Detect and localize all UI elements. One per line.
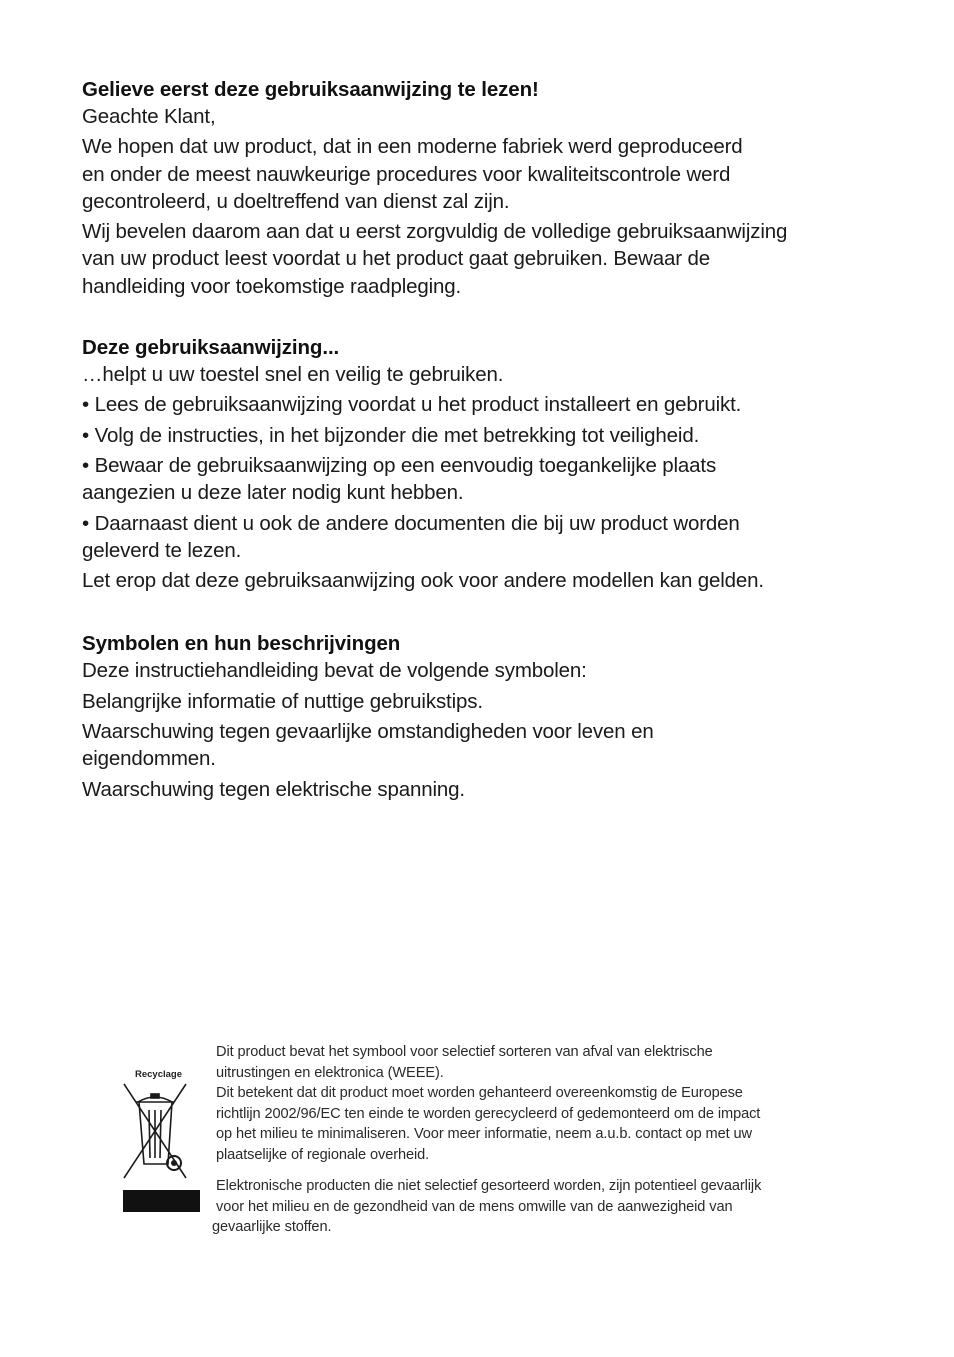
manual-note: Let erop dat deze gebruiksaanwijzing ook voor andere modellen kan gelden. [82, 569, 764, 593]
greeting: Geachte Klant, [82, 105, 216, 128]
bullet-item: • Bewaar de gebruiksaanwijzing op een eenvoudig toegankelijke plaats aangezien u deze later nodig kunt hebben. [82, 453, 717, 505]
symbols-heading: Symbolen en hun beschrijvingen [82, 632, 401, 656]
intro-paragraph-2: Wij bevelen daarom aan dat u eerst zorgvuldig de volledige gebruiksaanwijzing van uw product leest voordat u het product gaat gebruiken. Bewaar de handleiding voor toekomstige raadpleging. [82, 220, 788, 298]
crossed-out-bin-icon [122, 1080, 188, 1182]
symbol-item-info: Belangrijke informatie of nuttige gebruikstips. [82, 689, 483, 713]
weee-paragraph-3: Elektronische producten die niet selectief gesorteerd worden, zijn potentieel gevaarlijk voor het milieu en de gezondheid van de mens omwille van de aanwezigheid van gevaarlijke stoffen. [212, 1178, 762, 1235]
symbols-section [82, 630, 872, 802]
weee-paragraph-2: Dit betekent dat dit product moet worden gehanteerd overeenkomstig de Europese richtlijn 2002/96/EC ten einde te worden gerecycleerd of gedemonteerd om de impact op het milieu te minimaliseren. Voor meer informatie, neem a.u.b. contact op met uw plaatselijke of regionale overheid. [216, 1085, 761, 1163]
weee-paragraph-1: Dit product bevat het symbool voor selectief sorteren van afval van elektrische uitrustingen en elektronica (WEEE). [216, 1044, 713, 1081]
manual-section [82, 334, 872, 594]
symbols-lead: Deze instructiehandleiding bevat de volgende symbolen: [82, 659, 587, 683]
bullet-item: • Daarnaast dient u ook de andere documenten die bij uw product worden geleverd te lezen. [82, 511, 740, 562]
manual-lead: …helpt u uw toestel snel en veilig te gebruiken. [82, 363, 504, 387]
symbol-item-electric: Waarschuwing tegen elektrische spanning. [82, 777, 465, 801]
bullet-item: • Volg de instructies, in het bijzonder die met betrekking tot veiligheid. [82, 423, 700, 447]
intro-heading: Gelieve eerst deze gebruiksaanwijzing te lezen! [82, 78, 539, 101]
intro-paragraph-1: We hopen dat uw product, dat in een moderne fabriek werd geproduceerd en onder de meest nauwkeurige procedures voor kwaliteitscontrole werd gecontroleerd, u doeltreffend van dienst zal zijn. [82, 135, 743, 213]
manual-page [82, 76, 872, 803]
black-bar-marker [123, 1190, 200, 1212]
manual-heading: Deze gebruiksaanwijzing... [82, 336, 340, 360]
symbol-item-warning: Waarschuwing tegen gevaarlijke omstandigheden voor leven en eigendommen. [82, 720, 654, 771]
recycle-label: Recyclage [135, 1069, 183, 1080]
weee-text [212, 1042, 846, 1238]
bullet-item: • Lees de gebruiksaanwijzing voordat u het product installeert en gebruikt. [82, 393, 742, 417]
